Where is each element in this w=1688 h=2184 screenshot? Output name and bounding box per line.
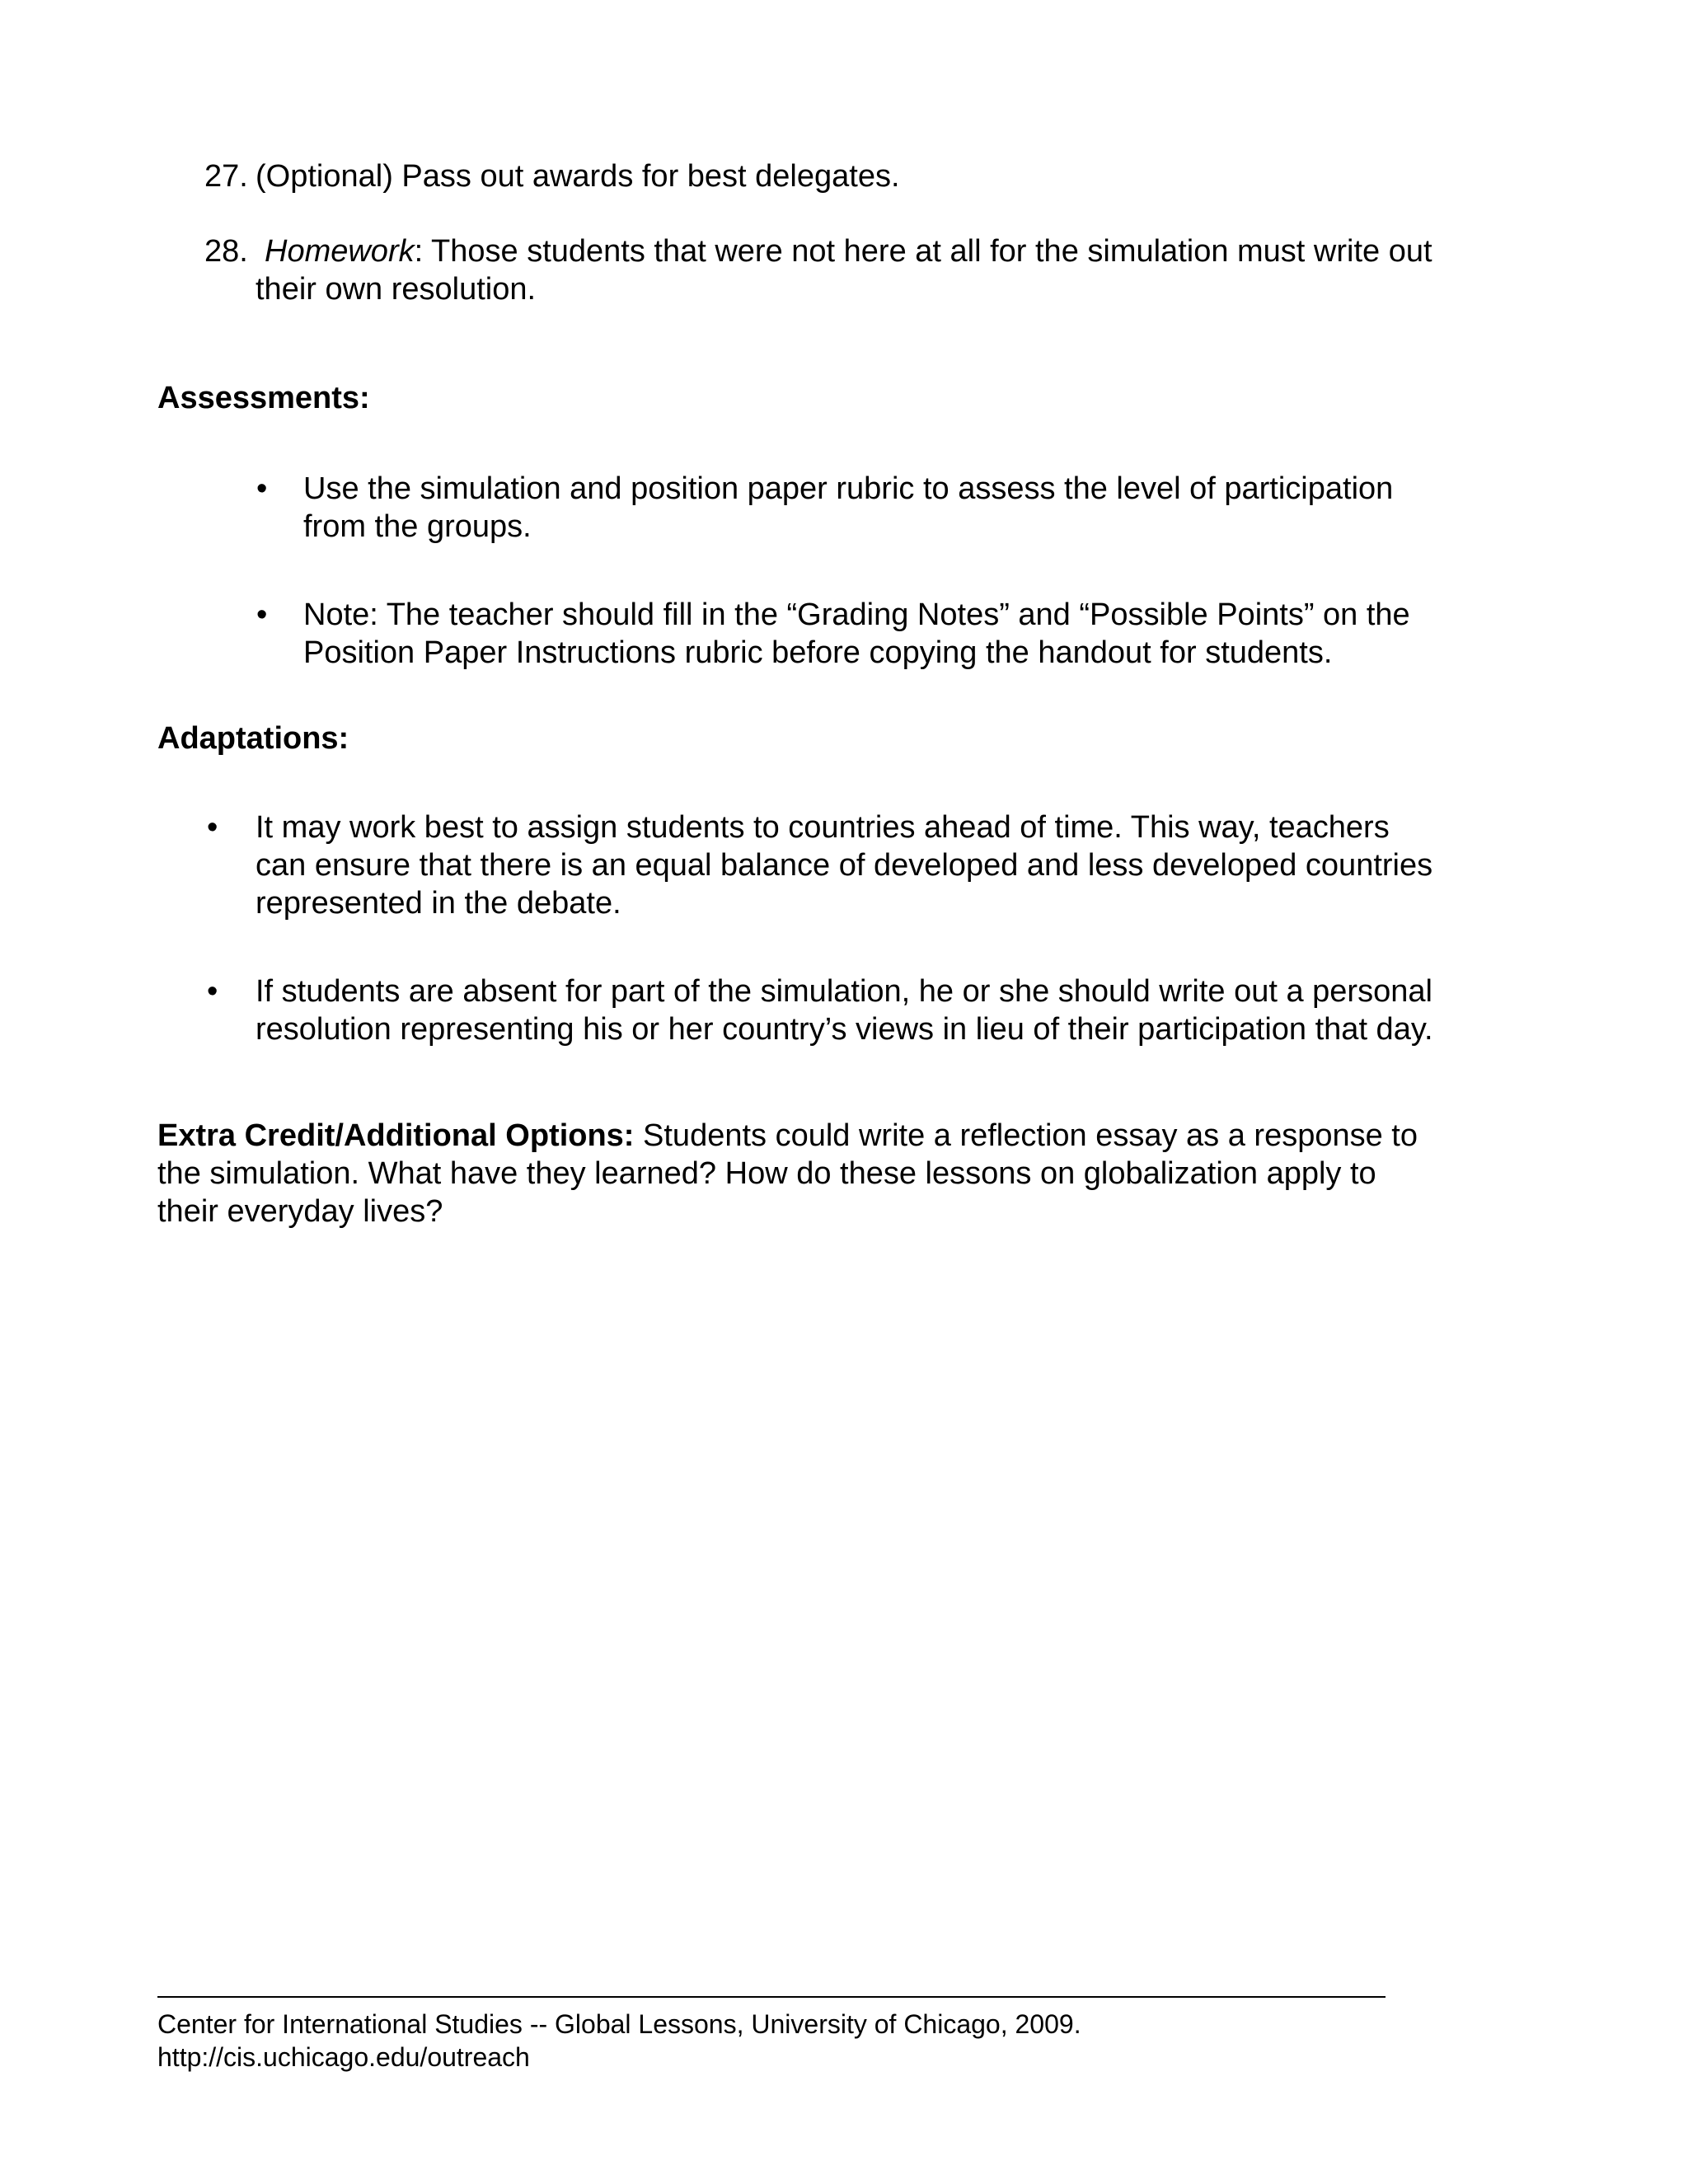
step-number: 28.	[204, 234, 248, 269]
assessment-line-1: Use the simulation and position paper rubric to assess the level of participation	[303, 471, 1394, 506]
bullet-icon: •	[207, 974, 218, 1009]
assessment-line-2: Position Paper Instructions rubric before copying the handout for students.	[303, 635, 1333, 670]
extra-credit-line-2: the simulation. What have they learned? How do these lessons on globalization apply to	[157, 1156, 1376, 1191]
bullet-icon: •	[256, 598, 268, 632]
bullet-icon: •	[207, 810, 218, 845]
adaptation-line-1: It may work best to assign students to countries ahead of time. This way, teachers	[256, 810, 1390, 845]
step-text-line-2: their own resolution.	[256, 272, 537, 307]
step-text-line-1: Homework: Those students that were not here at all for the simulation must write out	[265, 234, 1432, 269]
step-text: (Optional) Pass out awards for best delegates.	[256, 159, 900, 194]
footer-credit: Center for International Studies -- Global Lessons, University of Chicago, 2009.	[157, 2009, 1081, 2039]
assessment-line-1: Note: The teacher should fill in the “Grading Notes” and “Possible Points” on the	[303, 598, 1410, 632]
adaptation-line-3: represented in the debate.	[256, 886, 621, 921]
extra-credit-line-3: their everyday lives?	[157, 1194, 443, 1229]
step-number: 27.	[204, 159, 248, 194]
extra-credit-heading: Extra Credit/Additional Options:	[157, 1118, 635, 1153]
adaptation-line-2: can ensure that there is an equal balance of developed and less developed countries	[256, 848, 1433, 883]
adaptation-line-2: resolution representing his or her country’s views in lieu of their participation that day.	[256, 1012, 1433, 1047]
adaptation-line-1: If students are absent for part of the simulation, he or she should write out a personal	[256, 974, 1432, 1009]
assessments-heading: Assessments:	[157, 381, 370, 415]
extra-credit-line-1: Extra Credit/Additional Options: Students could write a reflection essay as a response to	[157, 1118, 1418, 1153]
footer-url: http://cis.uchicago.edu/outreach	[157, 2042, 530, 2072]
assessment-line-2: from the groups.	[303, 509, 532, 544]
homework-label: Homework	[265, 234, 415, 269]
adaptations-heading: Adaptations:	[157, 721, 349, 756]
footer-divider	[157, 1996, 1386, 1998]
bullet-icon: •	[256, 471, 268, 506]
